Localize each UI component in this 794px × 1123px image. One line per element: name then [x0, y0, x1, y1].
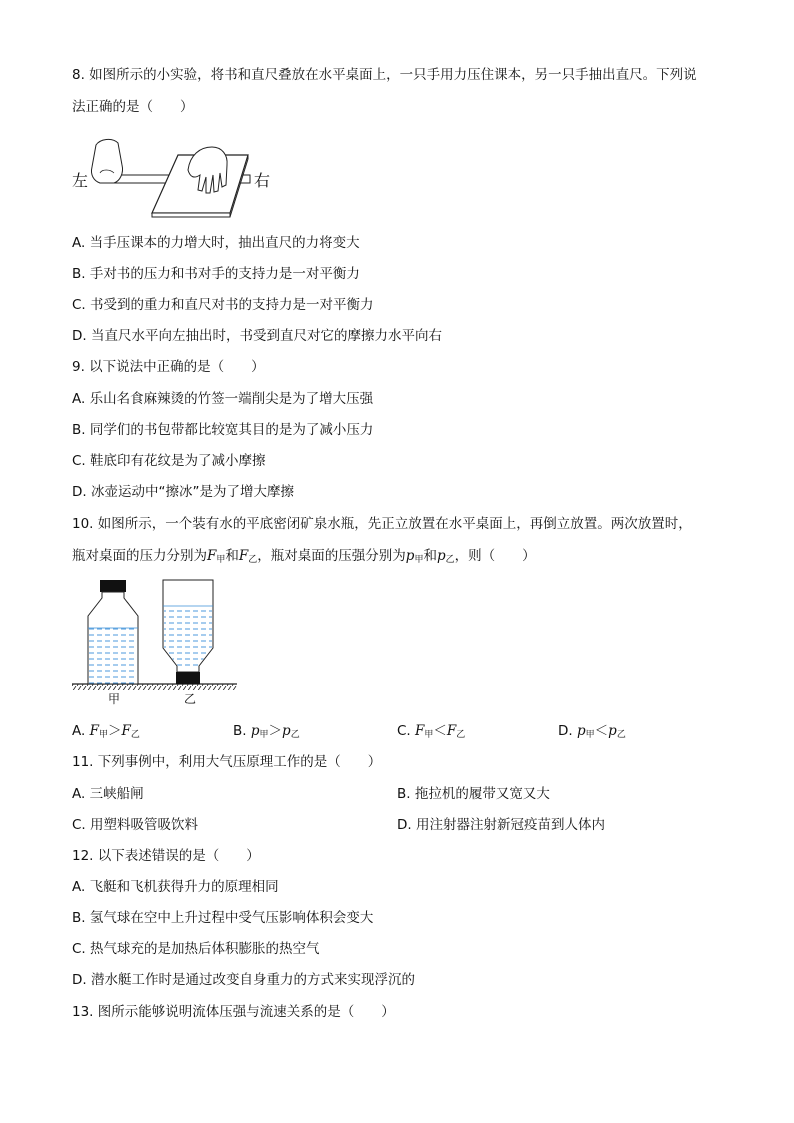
q10-fig-label-yi: 乙: [184, 692, 197, 706]
q10-opt-b-p: p: [250, 723, 260, 739]
q10-opt-c-sub-yi: 乙: [456, 730, 466, 740]
q11-option-d: D. 用注射器注射新冠疫苗到人体内: [397, 817, 605, 833]
q8-option-d: D. 当直尺水平向左抽出时，书受到直尺对它的摩擦力水平向右: [72, 328, 442, 344]
q10-option-d: [558, 721, 626, 745]
q8-fig-label-left: 左: [72, 171, 89, 190]
q10-opt-b-prefix: B.: [233, 723, 247, 739]
q10-text-pressure: ，瓶对桌面的压强分别为: [257, 548, 406, 564]
q11-stem: 11. 下列事例中，利用大气压原理工作的是（ ）: [72, 754, 382, 770]
q8-fig-label-right: 右: [254, 171, 271, 190]
q10-stem-line1: 10. 如图所示，一个装有水的平底密闭矿泉水瓶，先正立放置在水平桌面上，再倒立放置。两次放置时，: [72, 516, 692, 532]
q8-figure-book-ruler: [70, 135, 290, 220]
q10-opt-a-gt: ＞: [107, 723, 122, 739]
q11-option-a: A. 三峡船闸: [72, 786, 144, 802]
q8-option-a: A. 当手压课本的力增大时，抽出直尺的力将变大: [72, 235, 360, 251]
q10-opt-a-sub-jia: 甲: [98, 730, 108, 740]
q8-option-b: B. 手对书的压力和书对手的支持力是一对平衡力: [72, 266, 360, 282]
q10-opt-b-sub-jia: 甲: [259, 730, 269, 740]
q10-opt-a-F2: F: [121, 723, 131, 739]
q8-stem-line1: 8. 如图所示的小实验，将书和直尺叠放在水平桌面上，一只手用力压住课本，另一只手抽出直尺。下列说: [72, 67, 697, 83]
q10-symbol-F: F: [238, 548, 249, 564]
q10-sub-yi: 乙: [445, 555, 455, 565]
q10-fig-label-jia: 甲: [108, 692, 121, 706]
q12-option-b: B. 氢气球在空中上升过程中受气压影响体积会变大: [72, 910, 374, 926]
q10-option-a: [72, 721, 140, 745]
q12-option-c: C. 热气球充的是加热后体积膨胀的热空气: [72, 941, 320, 957]
q10-sub-yi: 乙: [248, 555, 258, 565]
q10-and: 和: [423, 548, 437, 564]
q12-option-a: A. 飞艇和飞机获得升力的原理相同: [72, 879, 279, 895]
q10-stem-line2: [72, 546, 536, 570]
q9-option-b: B. 同学们的书包带都比较宽其目的是为了减小压力: [72, 422, 374, 438]
q8-option-c: C. 书受到的重力和直尺对书的支持力是一对平衡力: [72, 297, 374, 313]
q10-opt-a-prefix: A.: [72, 723, 86, 739]
q9-option-a: A. 乐山名食麻辣烫的竹签一端削尖是为了增大压强: [72, 391, 374, 407]
q10-opt-d-p2: p: [608, 723, 617, 739]
q11-option-c: C. 用塑料吸管吸饮料: [72, 817, 199, 833]
q10-symbol-F: F: [207, 548, 217, 564]
q11-option-b: B. 拖拉机的履带又宽又大: [397, 786, 550, 802]
q10-opt-d-sub-jia: 甲: [585, 730, 595, 740]
q10-and: 和: [225, 548, 239, 564]
q10-opt-d-prefix: D.: [558, 723, 573, 739]
q10-opt-c-prefix: C.: [397, 723, 411, 739]
q13-stem: 13. 图所示能够说明流体压强与流速关系的是（ ）: [72, 1004, 395, 1020]
q10-opt-d-lt: ＜: [594, 723, 609, 739]
q10-symbol-p: p: [436, 548, 446, 564]
q9-option-d: D. 冰壶运动中“擦冰”是为了增大摩擦: [72, 484, 294, 500]
q10-opt-c-sub-jia: 甲: [424, 730, 434, 740]
q10-opt-c-F2: F: [446, 723, 457, 739]
q10-opt-d-sub-yi: 乙: [616, 730, 626, 740]
q10-symbol-p: p: [405, 548, 415, 564]
q10-opt-b-sub-yi: 乙: [290, 730, 300, 740]
q10-opt-a-sub-yi: 乙: [130, 730, 140, 740]
q8-stem-line2: 法正确的是（ ）: [72, 99, 194, 115]
q12-stem: 12. 以下表述错误的是（ ）: [72, 848, 260, 864]
q10-sub-jia: 甲: [216, 555, 226, 565]
q10-figure-bottles: [72, 578, 237, 708]
bottles-illustration: [72, 578, 237, 693]
q9-stem: 9. 以下说法中正确的是（ ）: [72, 359, 265, 375]
q9-option-c: C. 鞋底印有花纹是为了减小摩擦: [72, 453, 266, 469]
q10-sub-jia: 甲: [414, 555, 424, 565]
q10-option-c: [397, 721, 465, 745]
q12-option-d: D. 潜水艇工作时是通过改变自身重力的方式来实现浮沉的: [72, 972, 415, 988]
q10-opt-b-p2: p: [282, 723, 291, 739]
q10-opt-a-F: F: [89, 723, 99, 739]
q10-option-b: [233, 721, 300, 745]
q10-opt-d-p: p: [576, 723, 586, 739]
q10-opt-c-lt: ＜: [433, 723, 447, 739]
q10-opt-b-gt: ＞: [268, 723, 283, 739]
q10-text-pressure-force: 瓶对桌面的压力分别为: [72, 548, 207, 564]
q10-text-then: ，则（ ）: [454, 548, 536, 564]
q10-opt-c-F: F: [415, 723, 425, 739]
